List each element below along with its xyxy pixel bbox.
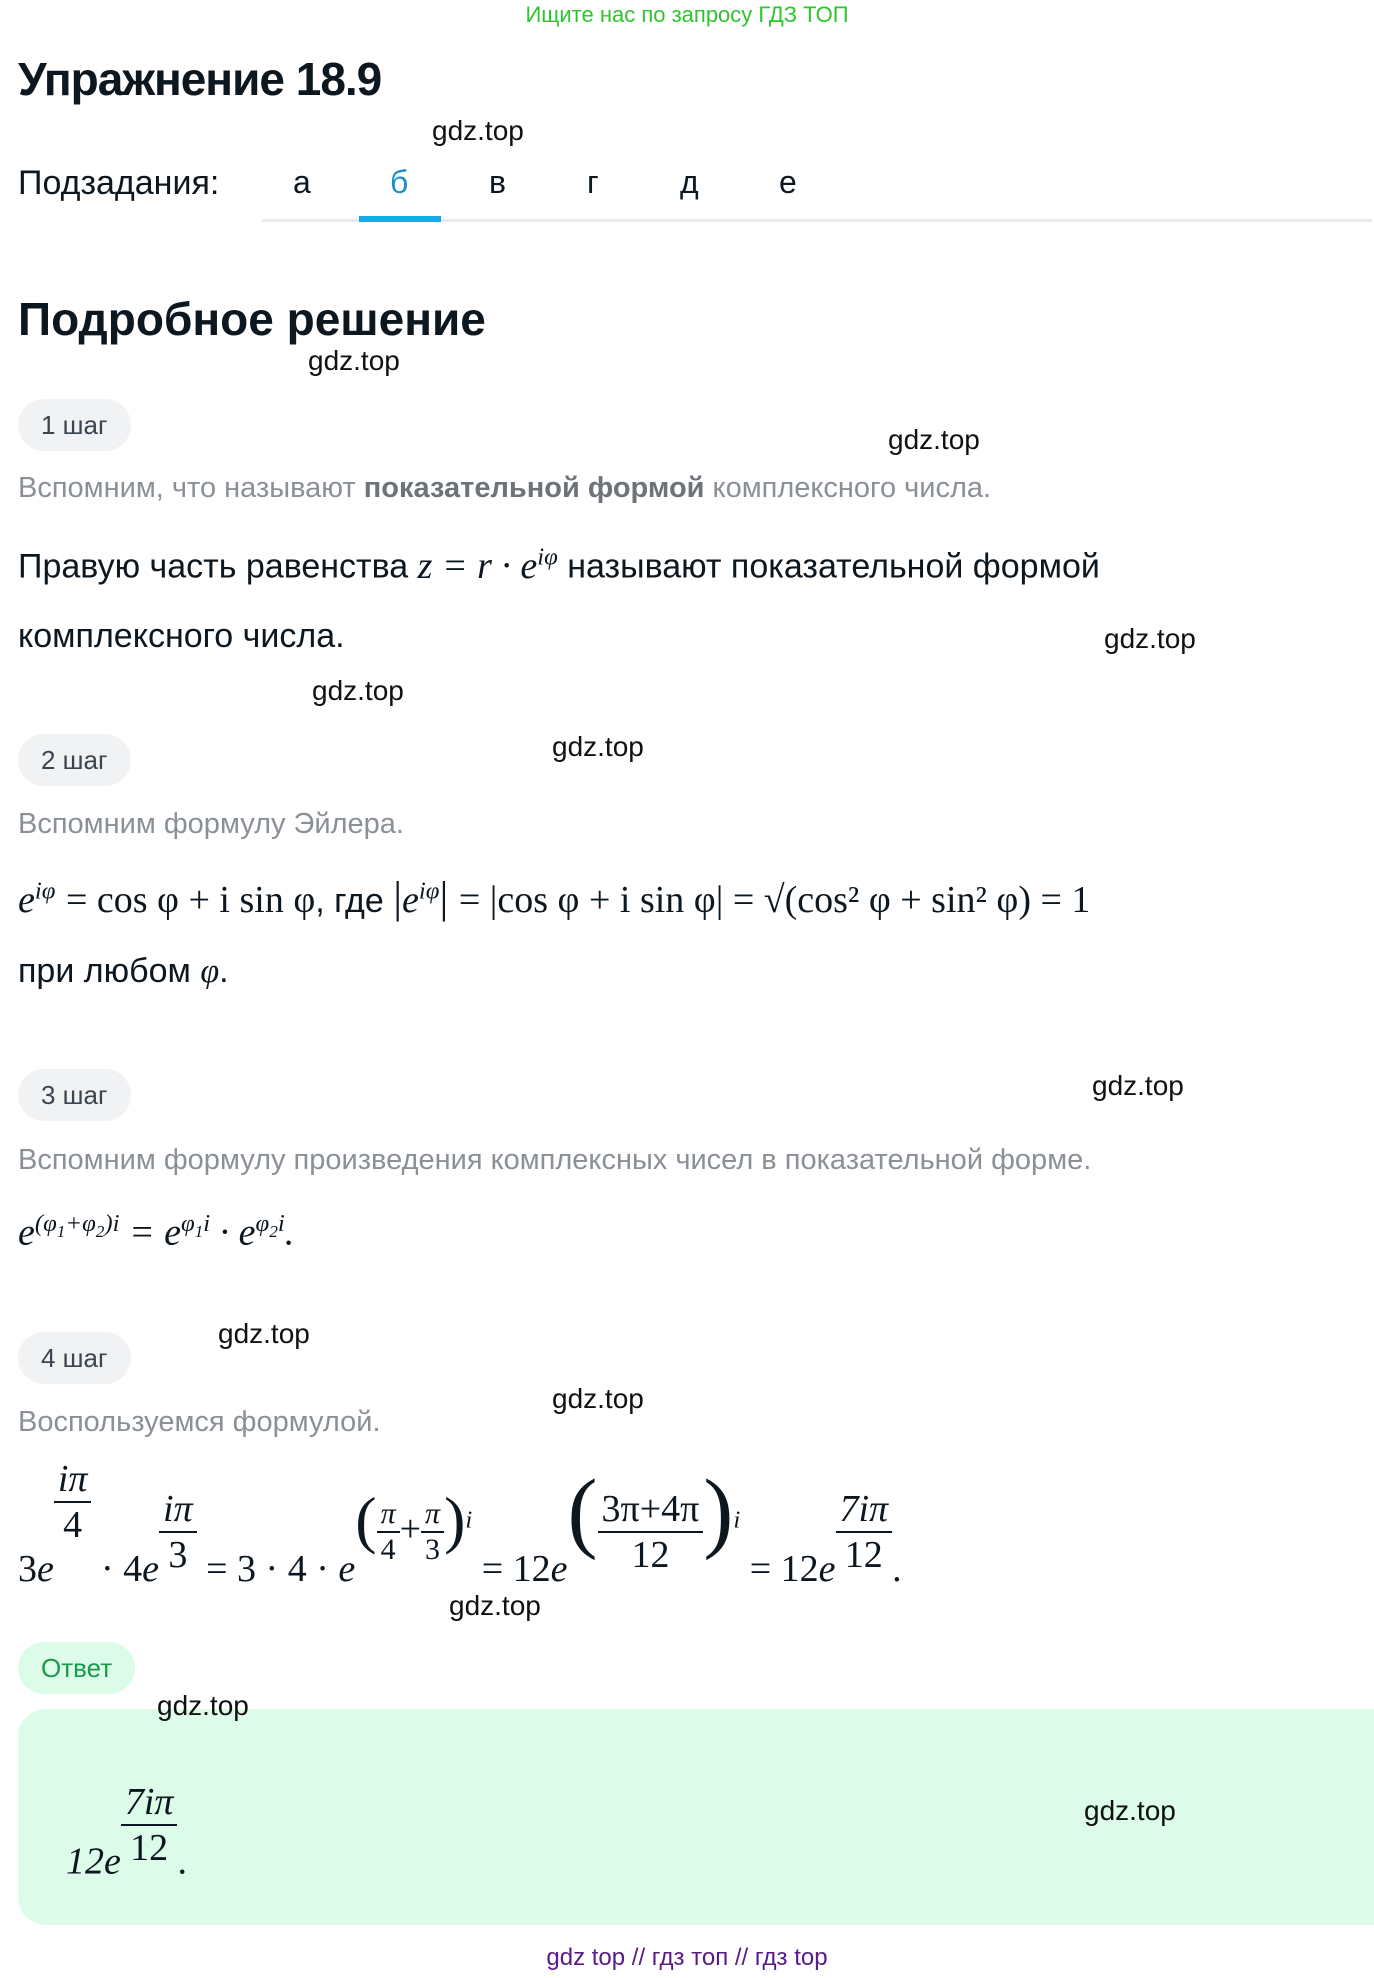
watermark: gdz.top — [308, 345, 400, 376]
watermark: gdz.top — [432, 115, 524, 146]
step-2-text-line2: при любом φ. — [18, 952, 229, 990]
tab-b[interactable]: б — [390, 164, 409, 200]
step-badge-4: 4 шаг — [18, 1332, 131, 1384]
answer-formula: 12e $\frac{7i\pi}{12}$ . — [66, 1781, 187, 1883]
step-1-text-line2: комплексного числа. — [18, 617, 345, 655]
step-1-text: Правую часть равенства $z = r \cdot e^{i\varphi}$ называют показательной формой — [18, 543, 1100, 587]
product-formula: $e^{(\varphi_1+\varphi_2)i} = e^{\varphi_1i} \cdot e^{\varphi_2i}$. — [18, 1210, 295, 1254]
page-title: Упражнение 18.9 — [18, 53, 382, 105]
watermark: gdz.top — [552, 1383, 644, 1414]
section-title: Подробное решение — [18, 293, 486, 345]
watermark: gdz.top — [1092, 1070, 1184, 1101]
watermark: gdz.top — [1084, 1795, 1176, 1826]
tab-v[interactable]: в — [489, 164, 506, 200]
watermark: gdz.top — [312, 675, 404, 706]
answer-badge: Ответ — [18, 1642, 135, 1694]
step-3-hint: Вспомним формулу произведения комплексных чисел в показательной форме. — [18, 1144, 1092, 1176]
footer-links[interactable]: gdz top // гдз топ // гдз top — [546, 1944, 828, 1971]
step-2-hint: Вспомним формулу Эйлера. — [18, 808, 404, 840]
watermark: gdz.top — [449, 1590, 541, 1621]
search-banner: Ищите нас по запросу ГДЗ ТОП — [525, 2, 849, 27]
tab-a[interactable]: а — [293, 164, 311, 200]
tab-g[interactable]: г — [587, 164, 599, 200]
step-badge-3: 3 шаг — [18, 1069, 131, 1121]
tab-d[interactable]: д — [680, 164, 699, 200]
active-tab-indicator — [359, 216, 441, 222]
step-1-hint: Вспомним, что называют показательной формой комплексного числа. — [18, 472, 992, 504]
step-4-hint: Воспользуемся формулой. — [18, 1406, 381, 1438]
exp-form-formula: $z = r \cdot e^{i\varphi}$ — [417, 543, 558, 587]
watermark: gdz.top — [157, 1690, 249, 1721]
subtasks-label: Подзадания: — [18, 164, 220, 202]
watermark: gdz.top — [218, 1318, 310, 1349]
calculation-formula: 3e $\frac{i\pi}{4}$ · 4e $\frac{i\pi}{3}$ = 3 · 4 · e( $\frac{\pi}{4}$ + $\frac{\pi}{3}$ )$^i$ = 12e( $\frac{3\pi+4\pi}{12}$ )$^i$ = 12e $\frac{7i\pi}{12}$ . — [18, 1458, 902, 1590]
tab-e[interactable]: е — [779, 164, 797, 200]
step-badge-2: 2 шаг — [18, 734, 131, 786]
euler-formula: $e^{i\varphi} = \cos \varphi + i$ sin φ, где $|e^{i\varphi}| = |\cos$ φ + i sin φ| = √(cos² φ + sin² φ) = 1 — [18, 873, 1091, 922]
step-badge-1: 1 шаг — [18, 399, 131, 451]
watermark: gdz.top — [552, 731, 644, 762]
watermark: gdz.top — [888, 424, 980, 455]
watermark: gdz.top — [1104, 623, 1196, 654]
